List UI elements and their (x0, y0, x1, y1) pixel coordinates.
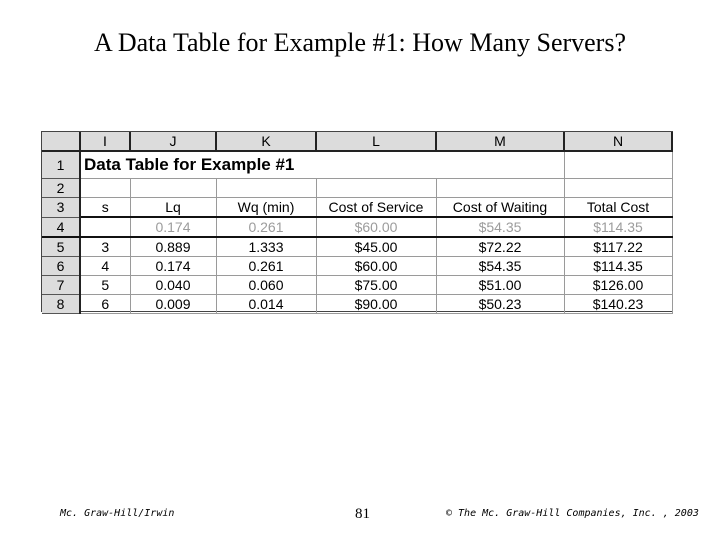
column-header-m[interactable]: M (436, 132, 564, 151)
cell[interactable]: 0.889 (130, 237, 216, 257)
header-cell-cost-of-waiting[interactable]: Cost of Waiting (436, 198, 564, 218)
header-cell-s[interactable]: s (80, 198, 130, 218)
table-header-row (42, 198, 672, 218)
cell[interactable]: $126.00 (564, 276, 672, 295)
cell[interactable]: 0.014 (216, 295, 316, 314)
cell[interactable]: $114.35 (564, 257, 672, 276)
cell[interactable]: $140.23 (564, 295, 672, 314)
cell[interactable]: 6 (80, 295, 130, 314)
cell[interactable] (316, 179, 436, 198)
cell[interactable] (436, 179, 564, 198)
cell[interactable] (564, 179, 672, 198)
cell[interactable] (130, 179, 216, 198)
table-row (42, 179, 672, 198)
cell[interactable]: $60.00 (316, 257, 436, 276)
cell[interactable]: 0.174 (130, 257, 216, 276)
column-header-l[interactable]: L (316, 132, 436, 151)
table-row (42, 217, 672, 237)
row-header[interactable]: 6 (42, 257, 80, 276)
column-header-row (42, 132, 672, 151)
cell[interactable]: $75.00 (316, 276, 436, 295)
sheet-title-cell[interactable]: Data Table for Example #1 (80, 151, 436, 179)
cell[interactable]: 0.261 (216, 217, 316, 237)
cell[interactable]: $45.00 (316, 237, 436, 257)
row-header[interactable]: 1 (42, 151, 80, 179)
header-cell-wq[interactable]: Wq (min) (216, 198, 316, 218)
column-header-j[interactable]: J (130, 132, 216, 151)
cell[interactable]: $54.35 (436, 257, 564, 276)
footer-copyright: © The Mc. Graw-Hill Companies, Inc. , 2003 (446, 508, 699, 519)
cell[interactable] (436, 151, 564, 179)
table-row (42, 295, 672, 314)
cell[interactable]: 0.009 (130, 295, 216, 314)
cell[interactable]: 1.333 (216, 237, 316, 257)
column-header-n[interactable]: N (564, 132, 672, 151)
cell[interactable]: $90.00 (316, 295, 436, 314)
header-cell-cost-of-service[interactable]: Cost of Service (316, 198, 436, 218)
footer-page-number: 81 (355, 506, 370, 522)
cell[interactable]: $60.00 (316, 217, 436, 237)
cell[interactable]: $114.35 (564, 217, 672, 237)
row-header[interactable]: 4 (42, 217, 80, 237)
cell[interactable] (564, 151, 672, 179)
row-header[interactable]: 8 (42, 295, 80, 314)
footer-publisher: Mc. Graw-Hill/Irwin (60, 508, 175, 519)
cell[interactable] (216, 179, 316, 198)
slide-title: A Data Table for Example #1: How Many Servers? (94, 28, 626, 57)
cell[interactable]: $117.22 (564, 237, 672, 257)
data-table-grid (42, 132, 673, 314)
cell[interactable]: $54.35 (436, 217, 564, 237)
row-header[interactable]: 3 (42, 198, 80, 218)
cell[interactable]: 0.060 (216, 276, 316, 295)
header-cell-lq[interactable]: Lq (130, 198, 216, 218)
cell[interactable]: 0.174 (130, 217, 216, 237)
table-row (42, 276, 672, 295)
cell[interactable]: $51.00 (436, 276, 564, 295)
cell[interactable] (80, 217, 130, 237)
row-header[interactable]: 7 (42, 276, 80, 295)
table-row (42, 237, 672, 257)
column-header-i[interactable]: I (80, 132, 130, 151)
row-header[interactable]: 2 (42, 179, 80, 198)
cell[interactable]: 4 (80, 257, 130, 276)
cell[interactable]: 0.040 (130, 276, 216, 295)
row-header[interactable]: 5 (42, 237, 80, 257)
spreadsheet-table (41, 131, 673, 312)
table-row (42, 151, 672, 179)
column-header-k[interactable]: K (216, 132, 316, 151)
cell[interactable]: $72.22 (436, 237, 564, 257)
cell[interactable] (80, 179, 130, 198)
cell[interactable]: 5 (80, 276, 130, 295)
header-cell-total-cost[interactable]: Total Cost (564, 198, 672, 218)
table-row (42, 257, 672, 276)
cell[interactable]: 0.261 (216, 257, 316, 276)
select-all-corner[interactable] (42, 132, 80, 151)
cell[interactable]: $50.23 (436, 295, 564, 314)
cell[interactable]: 3 (80, 237, 130, 257)
